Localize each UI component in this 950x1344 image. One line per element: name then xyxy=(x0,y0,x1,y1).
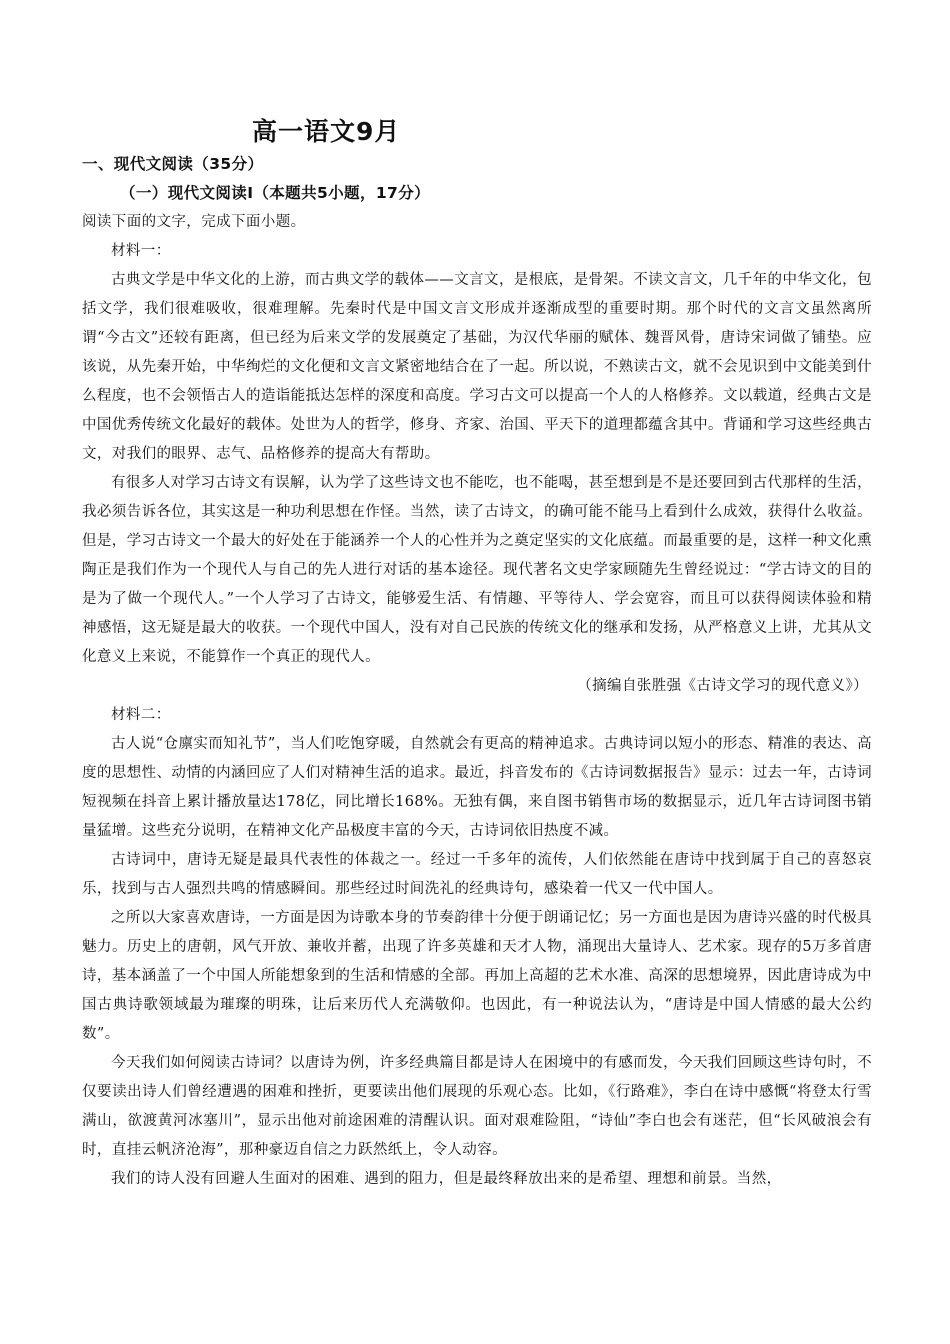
page-title: 高一语文9月 xyxy=(252,117,401,146)
material-one-paragraph: 古典文学是中华文化的上游，而古典文学的载体——文言文，是根底，是骨架。不读文言文，几千年的中华文化，包括文学，我们很难吸收，很难理解。先秦时代是中国文言文形成并逐渐成型的重要时期。那个时代的文言文虽然离所谓“今古文”还较有距离，但已经为后来文学的发展奠定了基础，为汉代华丽的赋体、魏晋风骨，唐诗宋词做了铺垫。应该说，从先秦开始，中华绚烂的文化便和文言文紧密地结合在了一起。所以说，不熟读古文，就不会见识到中文能美到什么程度，也不会领悟古人的造诣能抵达怎样的深度和高度。学习古文可以提高一个人的人格修养。文以载道，经典古文是中国优秀传统文化最好的载体。处世为人的哲学，修身、齐家、治国、平天下的道理都蕴含其中。背诵和学习这些经典古文，对我们的眼界、志气、品格修养的提高大有帮助。 xyxy=(82,272,872,462)
material-two-paragraph: 古人说“仓廪实而知礼节”，当人们吃饱穿暖，自然就会有更高的精神追求。古典诗词以短小的形态、精准的表达、高度的思想性、动情的内涵回应了人们对精神生活的追求。最近，抖音发布的《古诗词数据报告》显示：过去一年，古诗词短视频在抖音上累计播放量达178亿，同比增长168%。无独有偶，来自图书销售市场的数据显示，近几年古诗词图书销量猛增。这些充分说明，在精神文化产品极度丰富的今天，古诗词依旧热度不减。 xyxy=(82,736,872,839)
material-one-paragraph: 有很多人对学习古诗文有误解，认为学了这些诗文也不能吃，也不能喝，甚至想到是不是还要回到古代那样的生活，我必须告诉各位，其实这是一种功利思想在作怪。当然，读了古诗文，的确可能不能马上看到什么成效，获得什么收益。但是，学习古诗文一个最大的好处在于能涵养一个人的心性并为之奠定坚实的文化底蕴。而最重要的是，这样一种文化熏陶正是我们作为一个现代人与自己的先人进行对话的基本途径。现代著名文史学家顾随先生曾经说过：“学古诗文的目的是为了做一个现代人。”一个人学习了古诗文，能够爱生活、有情趣、平等待人、学会宽容，而且可以获得阅读体验和精神感悟，这无疑是最大的收获。一个现代中国人，没有对自己民族的传统文化的继承和发扬，从严格意义上讲，尤其从文化意义上来说，不能算作一个真正的现代人。 xyxy=(82,475,872,665)
material-two-paragraph: 古诗词中，唐诗无疑是最具代表性的体裁之一。经过一千多年的流传，人们依然能在唐诗中找到属于自己的喜怒哀乐，找到与古人强烈共鸣的情感瞬间。那些经过时间洗礼的经典诗句，感染着一代又一代中国人。 xyxy=(82,852,872,897)
material-two-paragraph: 今天我们如何阅读古诗词？以唐诗为例，许多经典篇目都是诗人在困境中的有感而发，今天我们回顾这些诗句时，不仅要读出诗人们曾经遭遇的困难和挫折，更要读出他们展现的乐观心态。比如，《行路难》，李白在诗中感慨“将登太行雪满山，欲渡黄河冰塞川”，显示出他对前途困难的清醒认识。面对艰难险阻，“诗仙”李白也会有迷茫，但“长风破浪会有时，直挂云帆济沧海”，那种豪迈自信之力跃然纸上，令人动容。 xyxy=(82,1055,872,1158)
material-two-label: 材料二： xyxy=(111,707,171,723)
instruction-text: 阅读下面的文字，完成下面小题。 xyxy=(82,214,306,230)
material-two-paragraph: 之所以大家喜欢唐诗，一方面是因为诗歌本身的节奏韵律十分便于朗诵记忆；另一方面也是因为唐诗兴盛的时代极具魅力。历史上的唐朝，风气开放、兼收并蓄，出现了许多英雄和天才人物，涌现出大量诗人、艺术家。现存的5万多首唐诗，基本涵盖了一个中国人所能想象到的生活和情感的全部。再加上高超的艺术水准、高深的思想境界，因此唐诗成为中国古典诗歌领域最为璀璨的明珠，让后来历代人充满敬仰。也因此，有一种说法认为，“唐诗是中国人情感的最大公约数”。 xyxy=(82,910,872,1042)
document-body xyxy=(82,116,872,1194)
material-one-source: （摘编自张胜强《古诗文学习的现代意义》） xyxy=(577,678,868,694)
material-two-paragraph: 我们的诗人没有回避人生面对的困难、遇到的阻力，但是最终释放出来的是希望、理想和前景。当然， xyxy=(111,1171,782,1187)
section-heading: 一、现代文阅读（35分） xyxy=(82,155,264,173)
sub-heading: （一）现代文阅读Ⅰ（本题共5小题，17分） xyxy=(120,184,431,202)
material-one-label: 材料一： xyxy=(111,243,171,259)
